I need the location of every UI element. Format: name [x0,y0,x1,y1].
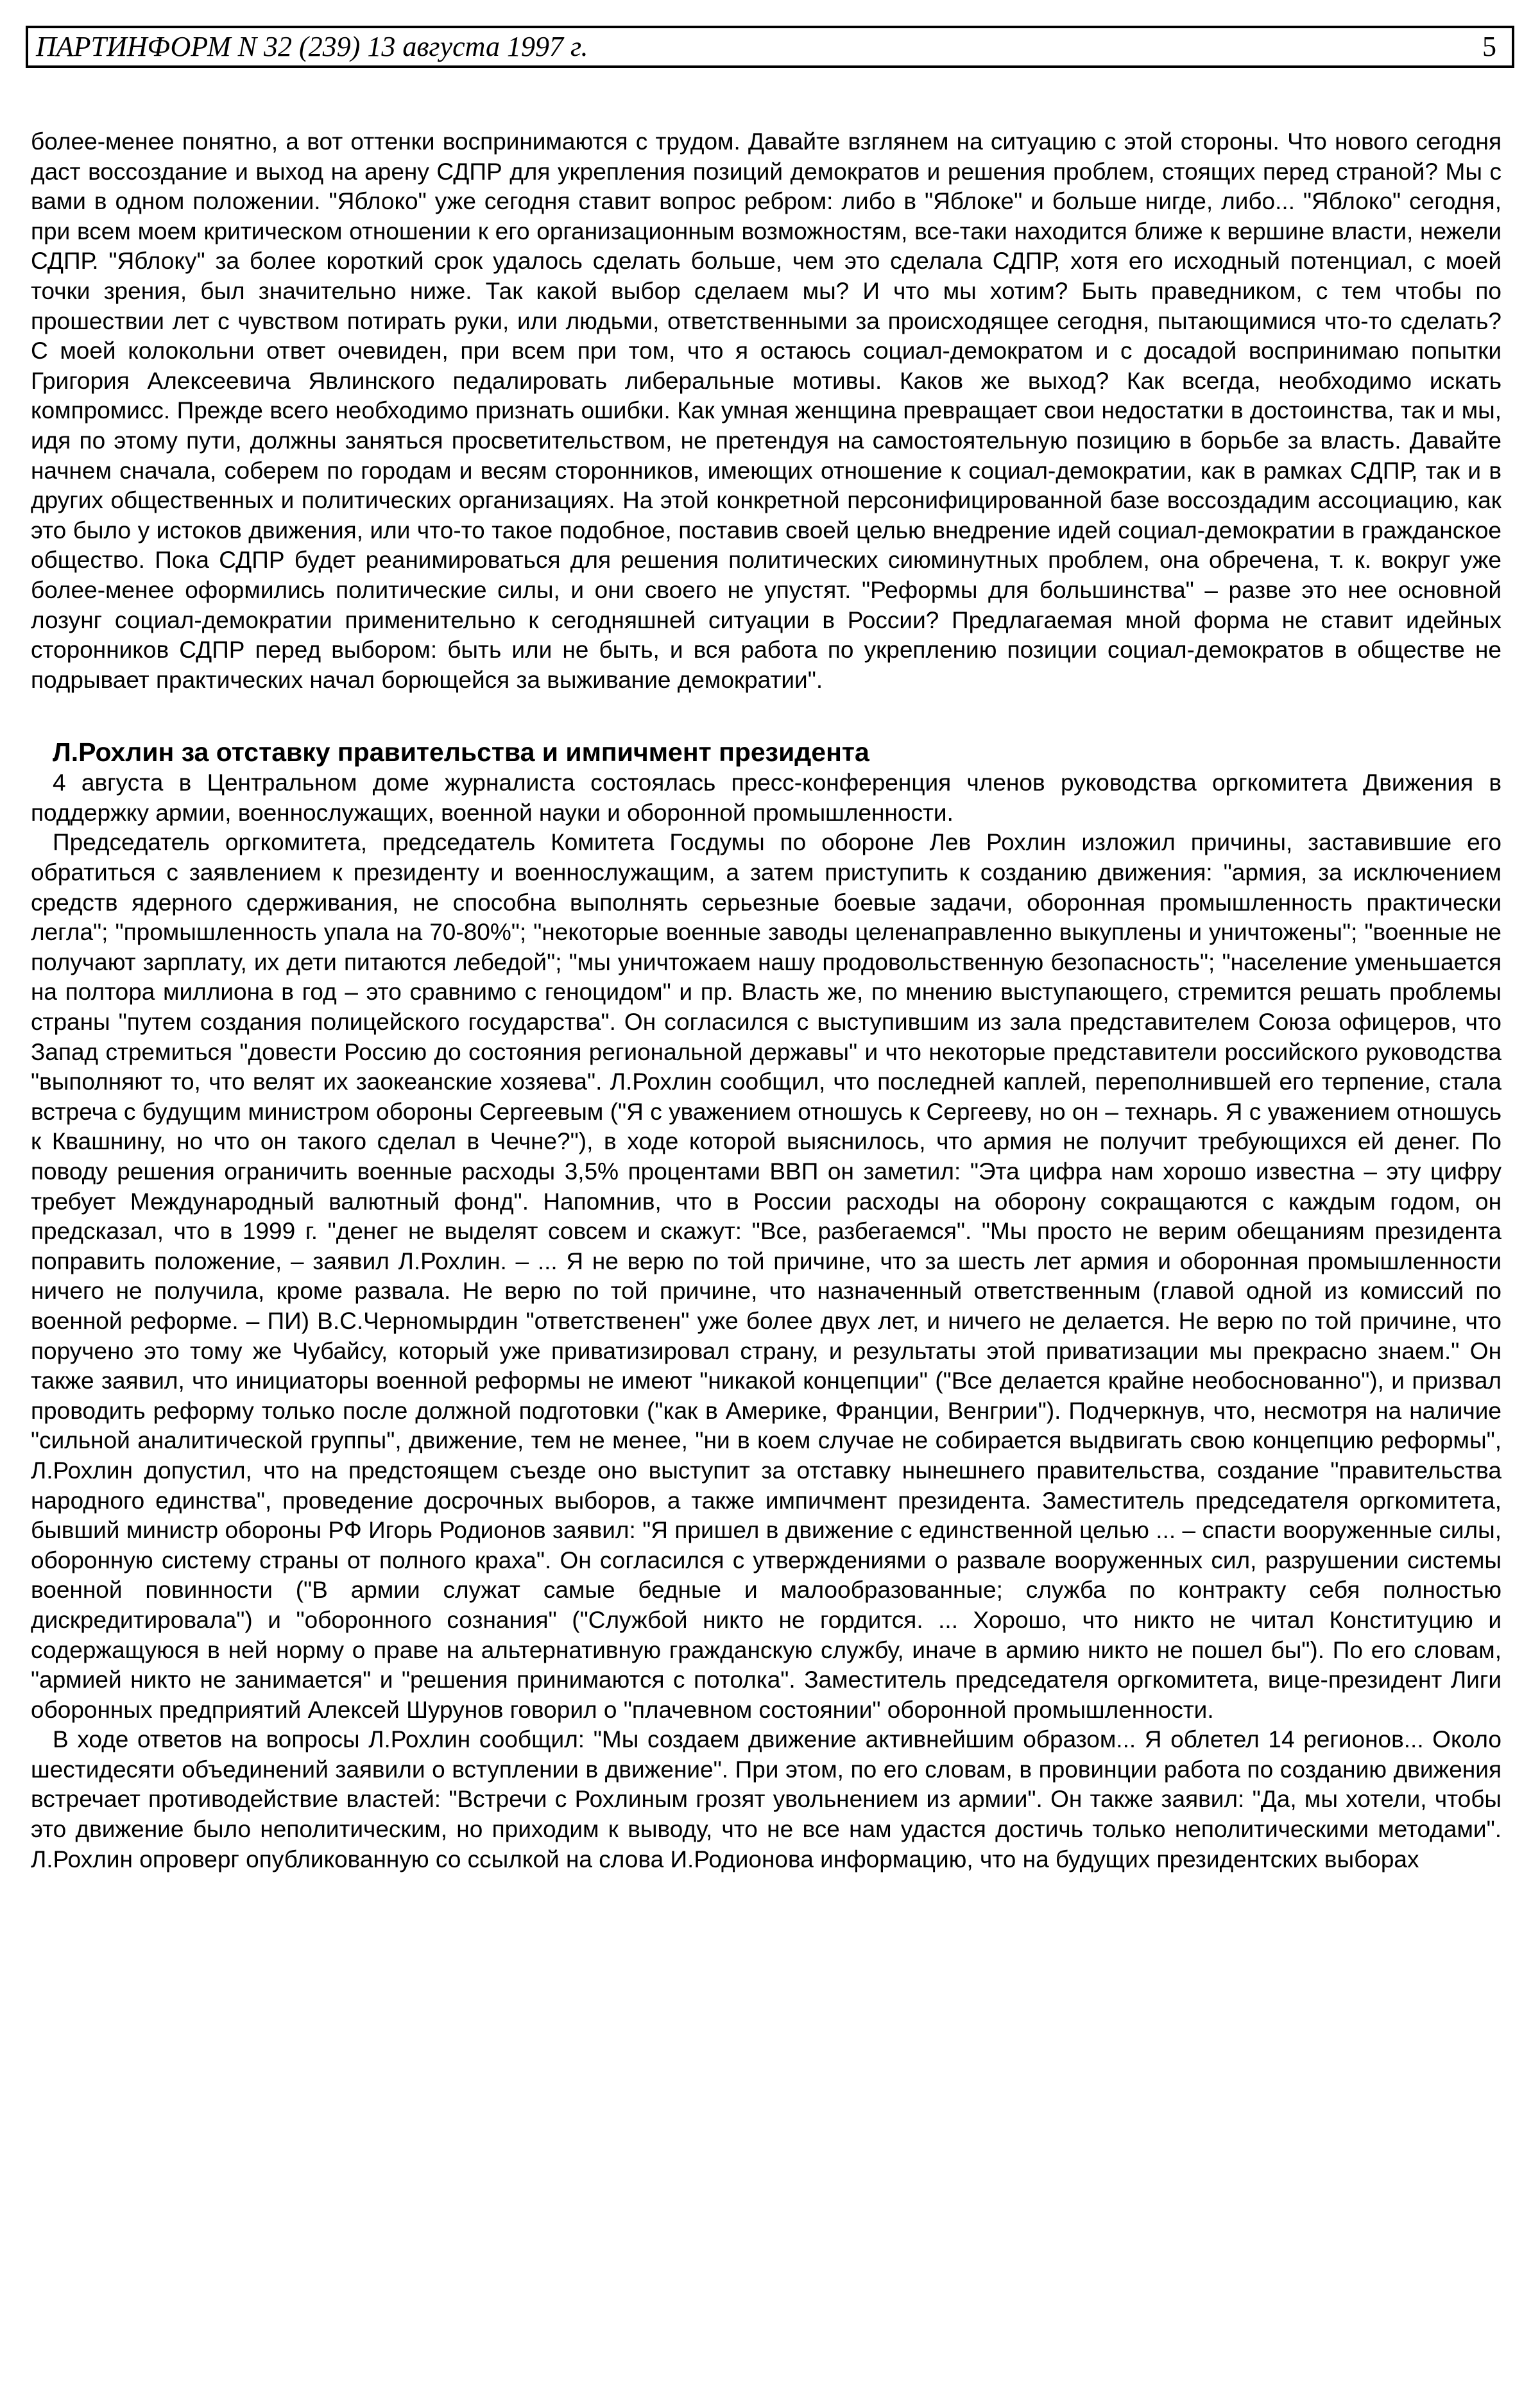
publication-title: ПАРТИНФОРМ N 32 (239) 13 августа 1997 г. [36,31,588,62]
article-paragraph-3: В ходе ответов на вопросы Л.Рохлин сообщил: "Мы создаем движение активнейшим образом... Я облетел 14 регионов... Около шестидесяти объединений заявили о вступлении в движение". При этом, по его словам, в провинции работа по созданию движения встречает противодействие властей: "Встречи с Рохлиным грозят увольнением из армии". Он также заявил: "Да, мы хотели, чтобы это движение было неполитическим, но приходим к выводу, что не все нам удастся достичь только неполитическими методами". Л.Рохлин опроверг опубликованную со ссылкой на слова И.Родионова информацию, что на будущих президентских выборах [31,1726,1502,1872]
article-continuation-paragraph: более-менее понятно, а вот оттенки воспринимаются с трудом. Давайте взглянем на ситуацию с этой стороны. Что нового сегодня даст воссоздание и выход на арену СДПР для укрепления позиций демократов и решения проблем, стоящих перед страной? Мы с вами в одном положении. "Яблоко" уже сегодня ставит вопрос ребром: либо в "Яблоке" и больше нигде, либо... "Яблоко" сегодня, при всем моем критическом отношении к его организационным возможностям, все-таки находится ближе к вершине власти, нежели СДПР. "Яблоку" за более короткий срок удалось сделать больше, чем это сделала СДПР, хотя его исходный потенциал, с моей точки зрения, был значительно ниже. Так какой выбор сделаем мы? И что мы хотим? Быть праведником, с тем чтобы по прошествии лет с чувством потирать руки, или людьми, ответственными за происходящее сегодня, пытающимися что-то сделать? С моей колокольни ответ очевиден, при всем при том, что я остаюсь социал-демократом и с досадой воспринимаю попытки Григория Алексеевича Явлинского педалировать либеральные мотивы. Каков же выход? Как всегда, необходимо искать компромисс. Прежде всего необходимо признать ошибки. Как умная женщина превращает свои недостатки в достоинства, так и мы, идя по этому пути, должны заняться просветительством, не претендуя на самостоятельную позицию в борьбе за власть. Давайте начнем сначала, соберем по городам и весям сторонников, имеющих отношение к социал-демократии, как в рамках СДПР, так и в других общественных и политических организациях. На этой конкретной персонифицированной базе воссоздадим ассоциацию, как это было у истоков движения, или что-то такое подобное, поставив своей целью внедрение идей социал-демократии в гражданское общество. Пока СДПР будет реанимироваться для решения политических сиюминутных проблем, она обречена, т. к. вокруг уже более-менее оформились политические силы, и они своего не упустят. "Реформы для большинства" – разве это нее основной лозунг социал-демократии применительно к сегодняшней ситуации в России? Предлагаемая мной форма не ставит идейных сторонников СДПР перед выбором: быть или не быть, и вся работа по укреплению позиции социал-демократов в обществе не подрывает практических начал борющейся за выживание демократии". [31,128,1502,693]
article-paragraph-2: Председатель оргкомитета, председатель Комитета Госдумы по обороне Лев Рохлин изложил причины, заставившие его обратиться с заявлением к президенту и военнослужащим, а затем приступить к созданию движения: "армия, за исключением средств ядерного сдерживания, не способна выполнять серьезные боевые задачи, оборонная промышленность практически легла"; "промышленность упала на 70-80%"; "некоторые военные заводы целенаправленно выкуплены и уничтожены"; "военные не получают зарплату, их дети питаются лебедой"; "мы уничтожаем нашу продовольственную безопасность"; "население уменьшается на полтора миллиона в год – это сравнимо с геноцидом" и пр. Власть же, по мнению выступающего, стремится решать проблемы страны "путем создания полицейского государства". Он согласился с выступившим из зала представителем Союза офицеров, что Запад стремиться "довести Россию до состояния региональной державы" и что некоторые представители российского руководства "выполняют то, что велят их заокеанские хозяева". Л.Рохлин сообщил, что последней каплей, переполнившей его терпение, стала встреча с будущим министром обороны Сергеевым ("Я с уважением отношусь к Сергееву, но он – технарь. Я с уважением отношусь к Квашнину, но что он такого сделал в Чечне?"), в ходе которой выяснилось, что армия не получит требующихся ей денег. По поводу решения ограничить военные расходы 3,5% процентами ВВП он заметил: "Эта цифра нам хорошо известна – эту цифру требует Международный валютный фонд". Напомнив, что в России расходы на оборону сокращаются с каждым годом, он предсказал, что в 1999 г. "денег не выделят совсем и скажут: "Все, разбегаемся". "Мы просто не верим обещаниям президента поправить положение, – заявил Л.Рохлин. – ... Я не верю по той причине, что за шесть лет армия и оборонная промышленности ничего не получила, кроме развала. Не верю по той причине, что назначенный ответственным (главой одной из комиссий по военной реформе. – ПИ) В.С.Черномырдин "ответственен" уже более двух лет, и ничего не делается. Не верю по той причине, что поручено это тому же Чубайсу, который уже приватизировал страну, и результаты этой приватизации мы прекрасно знаем." Он также заявил, что инициаторы военной реформы не имеют "никакой концепции" ("Все делается крайне необоснованно"), и призвал проводить реформу только после должной подготовки ("как в Америке, Франции, Венгрии"). Подчеркнув, что, несмотря на наличие "сильной аналитической группы", движение, тем не менее, "ни в коем случае не собирается выдвигать свою концепцию реформы", Л.Рохлин допустил, что на предстоящем съезде оно выступит за отставку нынешнего правительства, создание "правительства народного единства", проведение досрочных выборов, а также импичмент президента. Заместитель председателя оргкомитета, бывший министр обороны РФ Игорь Родионов заявил: "Я пришел в движение с единственной целью ... – спасти вооруженные силы, оборонную систему страны от полного краха". Он согласился с утверждениями о развале вооруженных сил, разрушении системы военной повинности ("В армии служат самые бедные и малообразованные; служба по контракту себя полностью дискредитировала") и "оборонного сознания" ("Службой никто не гордится. ... Хорошо, что никто не читал Конституцию и содержащуюся в ней норму о праве на альтернативную гражданскую службу, иначе в армию никто не пошел бы"). По его словам, "армией никто не занимается" и "решения принимаются с потолка". Заместитель председателя оргкомитета, вице-президент Лиги оборонных предприятий Алексей Шурунов говорил о "плачевном состоянии" оборонной промышленности. [31,829,1502,1723]
article-headline: Л.Рохлин за отставку правительства и импичмент президента [53,737,869,767]
page-header [26,26,1514,68]
article-paragraph-1: 4 августа в Центральном доме журналиста состоялась пресс-конференция членов руководства оргкомитета Движения в поддержку армии, военнослужащих, военной науки и оборонной промышленности. [31,769,1502,826]
page-content [31,127,1502,1874]
page-number: 5 [1482,31,1496,62]
